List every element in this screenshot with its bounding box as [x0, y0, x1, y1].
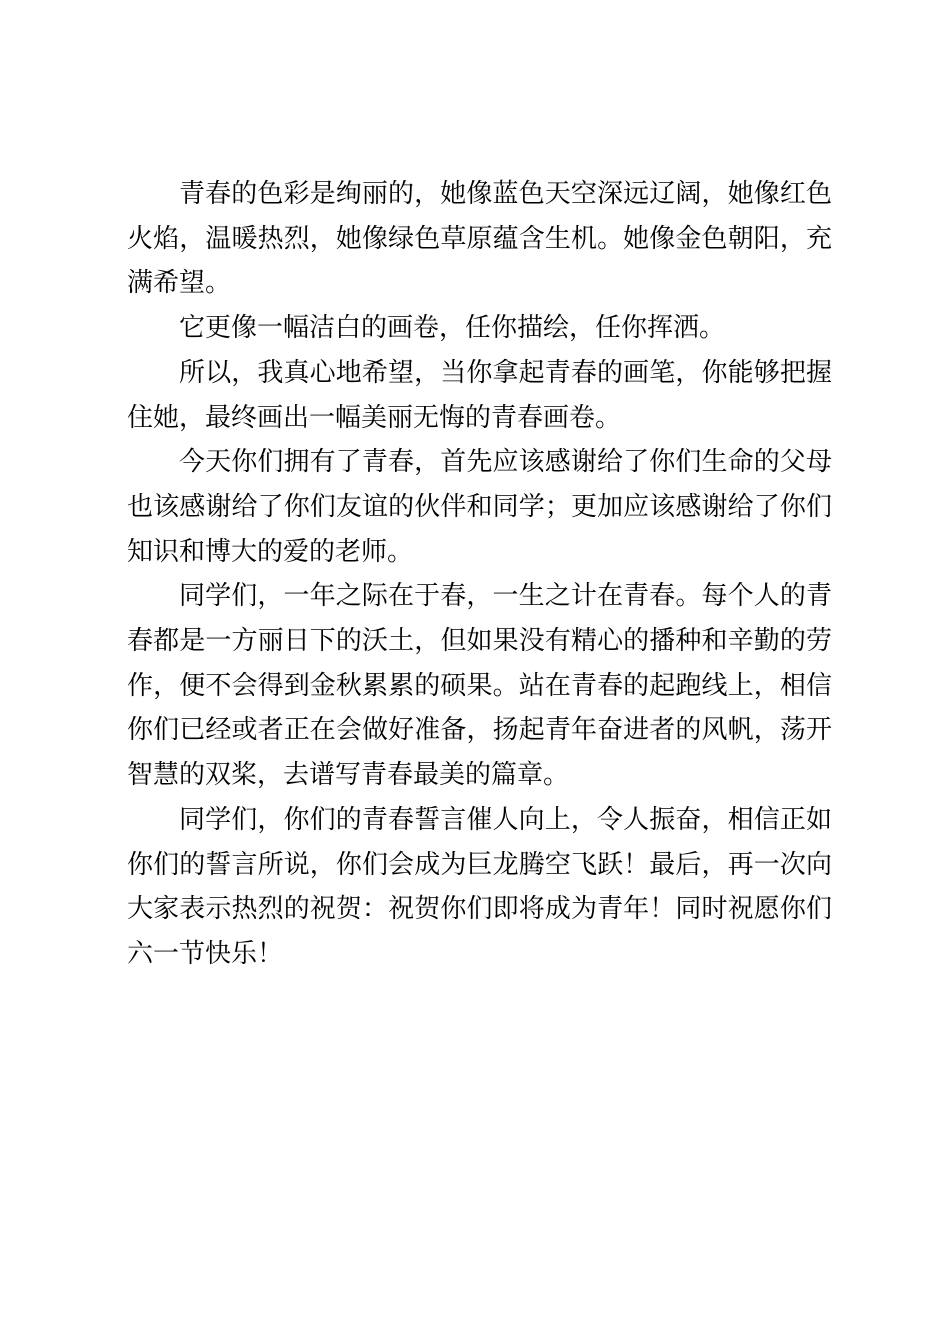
paragraph-4: 今天你们拥有了青春，首先应该感谢给了你们生命的父母也该感谢给了你们友谊的伙伴和同学；更加应该感谢给了你们知识和博大的爱的老师。 — [127, 447, 832, 567]
paragraph-3: 所以，我真心地希望，当你拿起青春的画笔，你能够把握住她，最终画出一幅美丽无悔的青春画卷。 — [127, 357, 832, 433]
paragraph-1: 青春的色彩是绚丽的，她像蓝色天空深远辽阔，她像红色火焰，温暖热烈，她像绿色草原蕴含生机。她像金色朝阳，充满希望。 — [127, 179, 832, 299]
paragraph-2: 它更像一幅洁白的画卷，任你描绘，任你挥洒。 — [179, 313, 726, 344]
paragraph-5: 同学们，一年之际在于春，一生之计在青春。每个人的青春都是一方丽日下的沃土，但如果没有精心的播种和辛勤的劳作，便不会得到金秋累累的硕果。站在青春的起跑线上，相信你们已经或者正在会做好准备，扬起青年奋进者的风帆，荡开智慧的双桨，去谱写青春最美的篇章。 — [127, 581, 832, 791]
paragraph-6: 同学们，你们的青春誓言催人向上，令人振奋，相信正如你们的誓言所说，你们会成为巨龙腾空飞跃！最后，再一次向大家表示热烈的祝贺：祝贺你们即将成为青年！同时祝愿你们六一节快乐！ — [127, 804, 832, 969]
document-body — [127, 172, 832, 977]
